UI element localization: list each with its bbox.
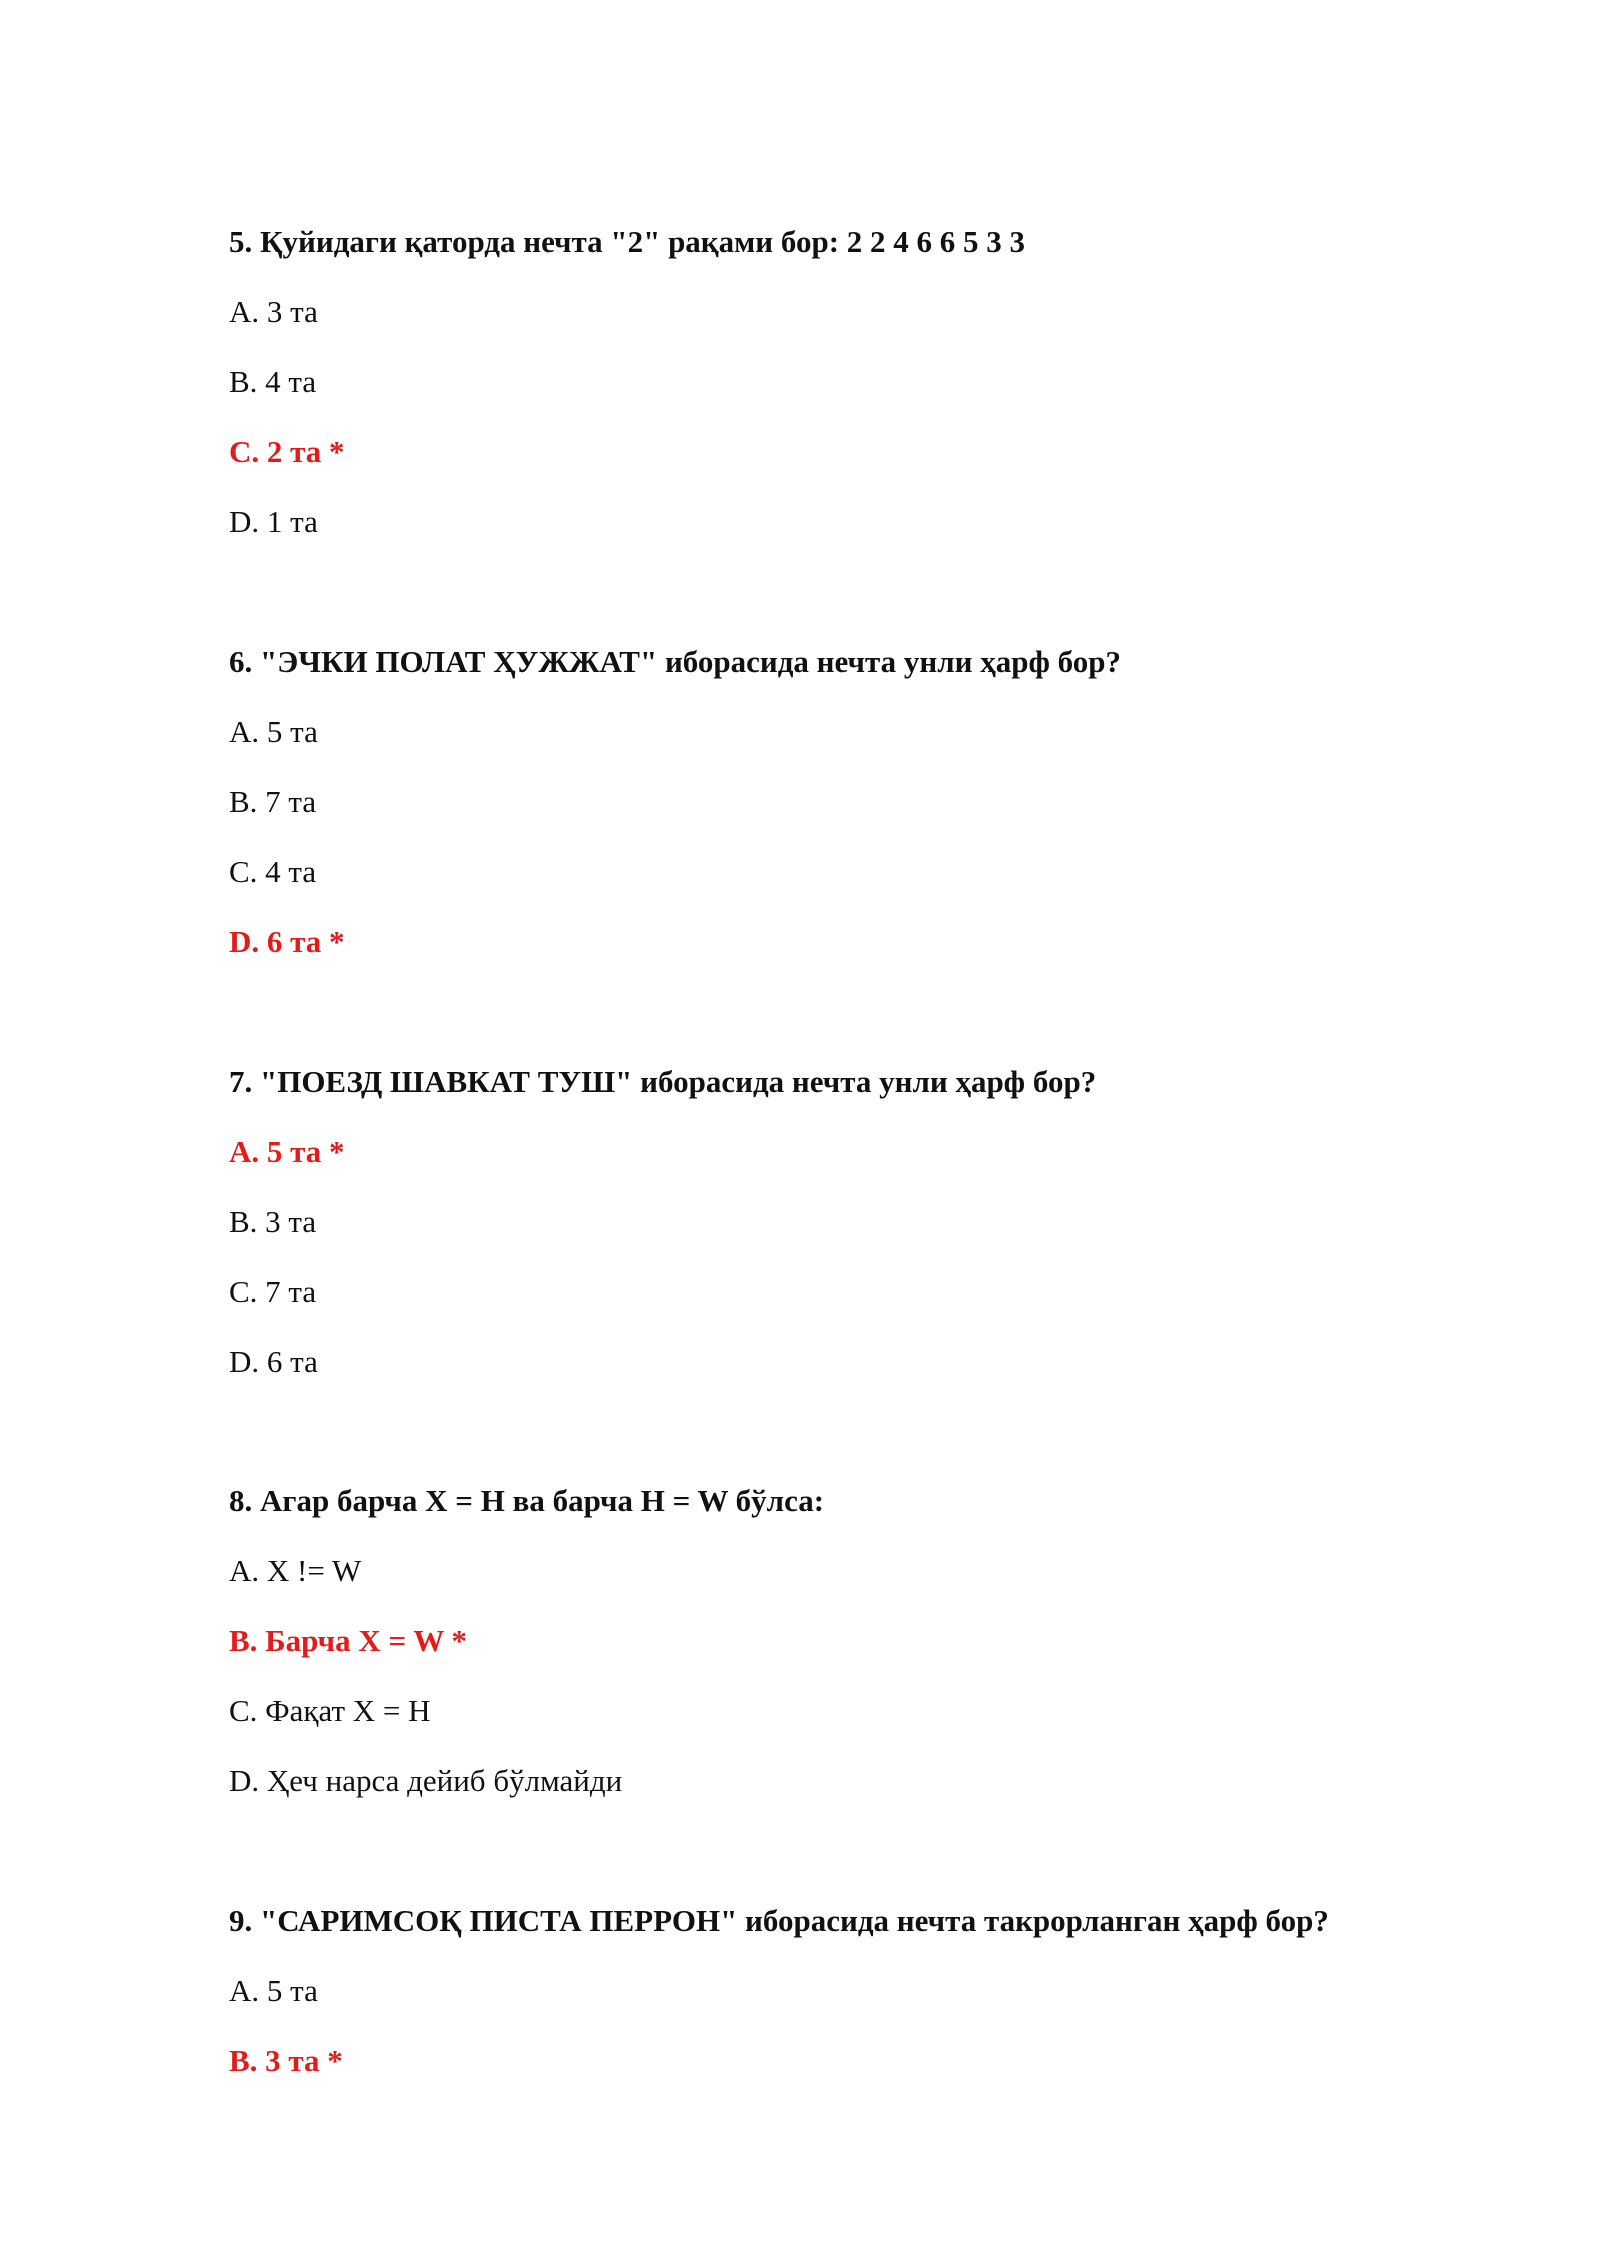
question-5-text: 5. Қуйидаги қаторда нечта "2" рақами бор: 2 2 4 6 6 5 3 3 (229, 224, 1026, 259)
question-9-option-b-correct: B. 3 та * (229, 2043, 343, 2078)
question-5-option-b: B. 4 та (229, 364, 317, 399)
question-5-option-d: D. 1 та (229, 504, 318, 539)
question-6-option-b: B. 7 та (229, 784, 317, 819)
question-5-option-c-correct: C. 2 та * (229, 434, 345, 469)
question-6-option-c: C. 4 та (229, 854, 317, 889)
question-5-option-a: A. 3 та (229, 294, 318, 329)
question-block-5 (229, 207, 1529, 557)
question-block-9 (229, 1886, 1529, 2096)
question-8-option-c: C. Фақат X = H (229, 1693, 431, 1728)
question-8-option-a: A. X != W (229, 1553, 362, 1588)
question-7-option-a-correct: A. 5 та * (229, 1134, 345, 1169)
question-6-text: 6. "ЭЧКИ ПОЛАТ ҲУЖЖАТ" иборасида нечта унли ҳарф бор? (229, 644, 1122, 679)
question-9-option-a: A. 5 та (229, 1973, 318, 2008)
question-block-7 (229, 1047, 1529, 1397)
question-7-option-d: D. 6 та (229, 1344, 318, 1379)
question-6-option-d-correct: D. 6 та * (229, 924, 345, 959)
question-8-option-b-correct: B. Барча X = W * (229, 1623, 468, 1658)
question-7-option-c: C. 7 та (229, 1274, 317, 1309)
question-7-text: 7. "ПОЕЗД ШАВКАТ ТУШ" иборасида нечта унли ҳарф бор? (229, 1064, 1097, 1099)
question-6-option-a: A. 5 та (229, 714, 318, 749)
question-9-text: 9. "САРИМСОҚ ПИСТА ПЕРРОН" иборасида нечта такрорланган ҳарф бор? (229, 1903, 1329, 1938)
question-7-option-b: B. 3 та (229, 1204, 317, 1239)
question-8-text: 8. Агар барча X = H ва барча H = W бўлса: (229, 1483, 825, 1518)
question-8-option-d: D. Ҳеч нарса дейиб бўлмайди (229, 1763, 623, 1798)
question-block-8 (229, 1466, 1529, 1816)
question-block-6 (229, 627, 1529, 977)
